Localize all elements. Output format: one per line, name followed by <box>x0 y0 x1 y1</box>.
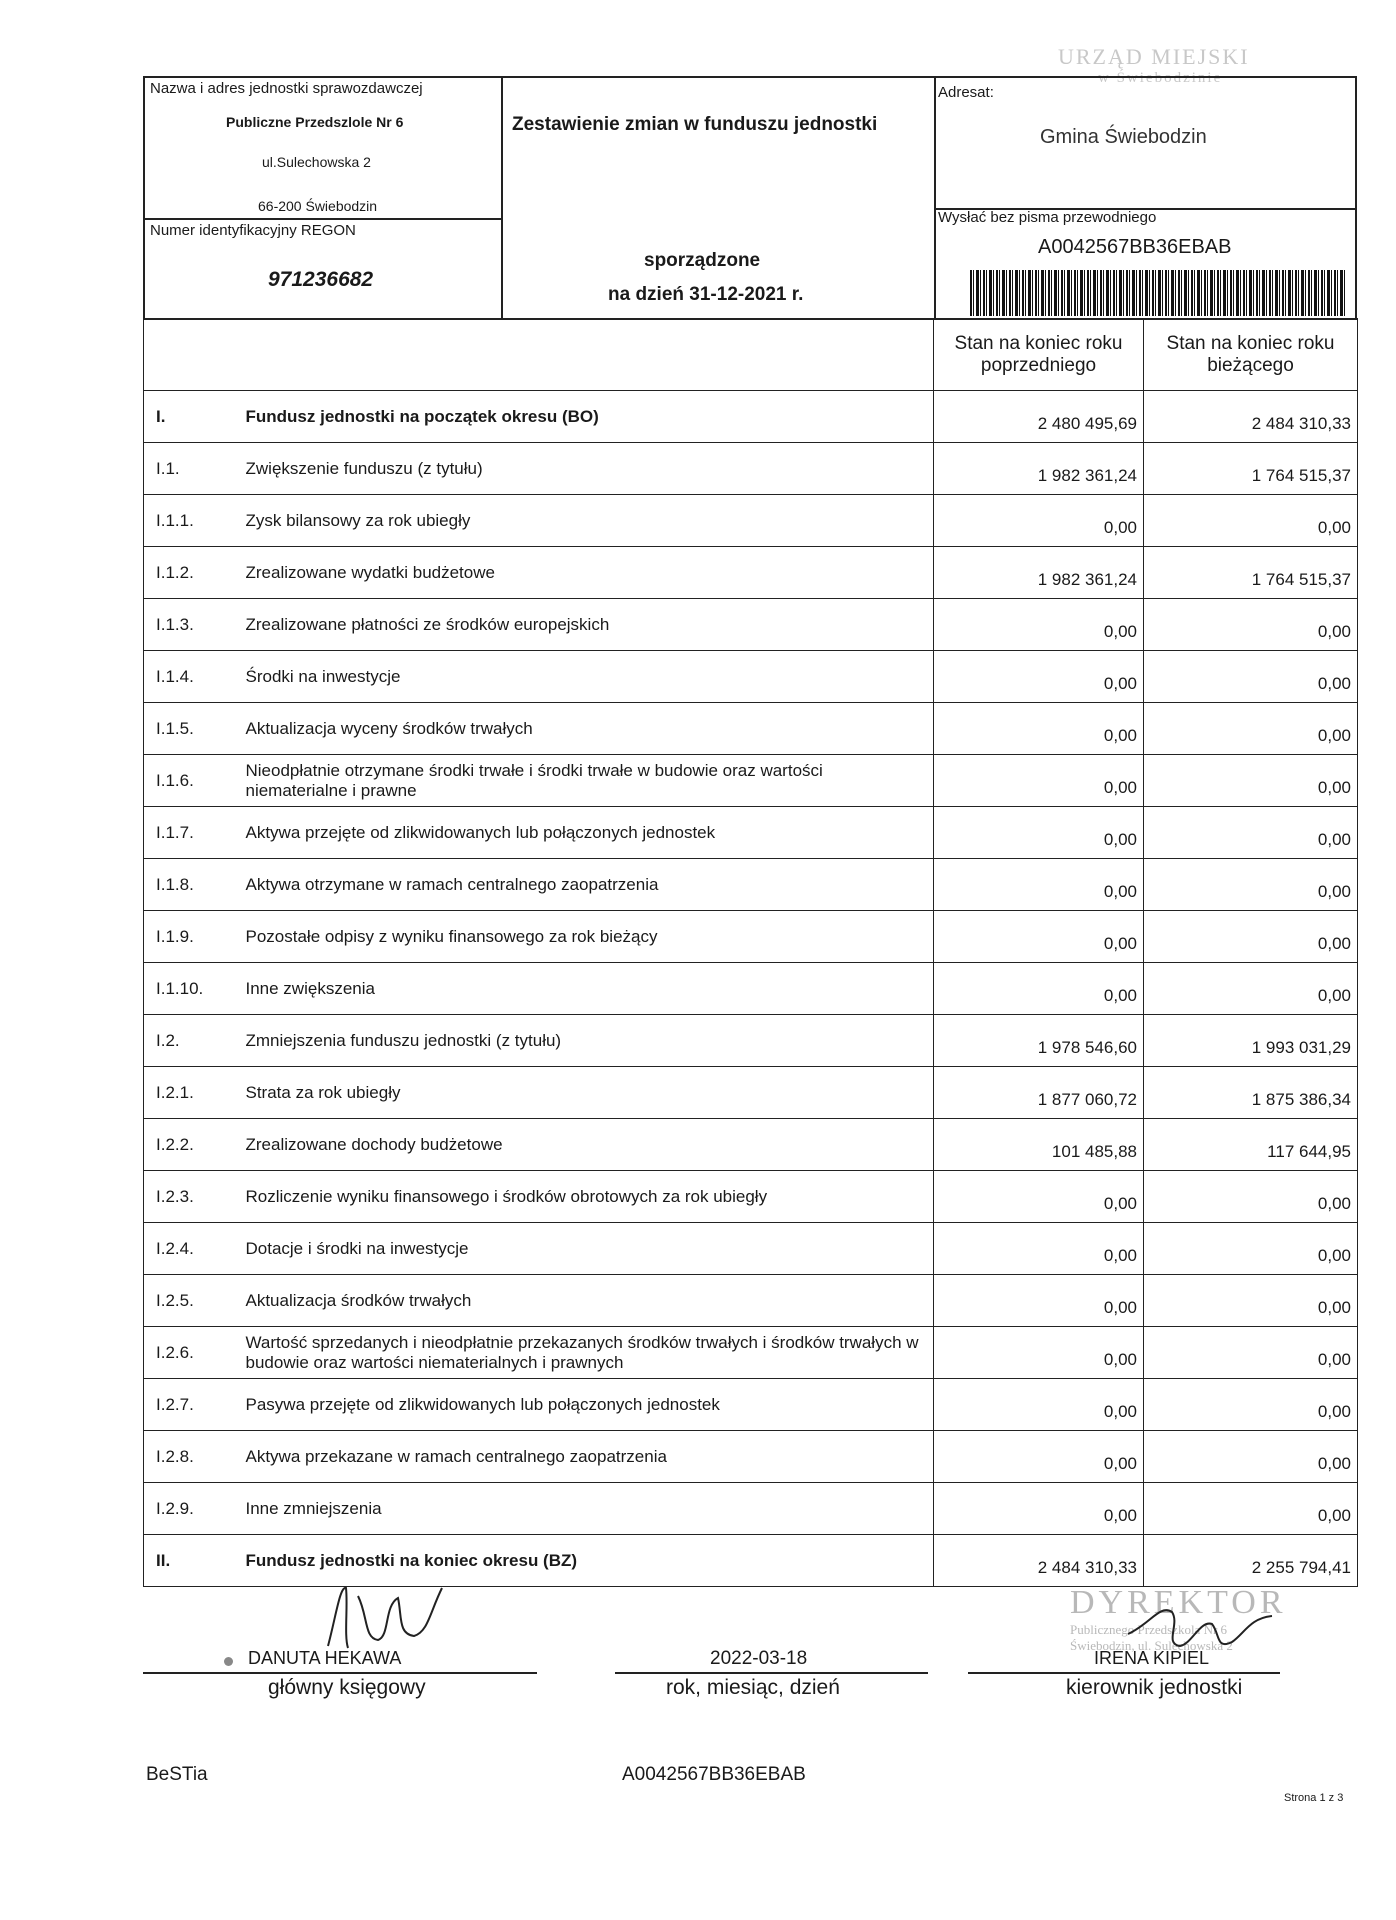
row-prev-value: 0,00 <box>934 1483 1144 1535</box>
row-code: I.1.5. <box>144 703 240 755</box>
row-label: Środki na inwestycje <box>240 651 934 703</box>
addressee-divider <box>934 76 936 320</box>
row-label: Inne zwiększenia <box>240 963 934 1015</box>
report-title: Zestawienie zmian w funduszu jednostki <box>512 114 878 135</box>
row-prev-value: 1 982 361,24 <box>934 547 1144 599</box>
row-curr-value: 0,00 <box>1144 963 1358 1015</box>
row-code: I.1.4. <box>144 651 240 703</box>
head-role: kierownik jednostki <box>1066 1676 1243 1699</box>
table-row <box>144 1431 1358 1483</box>
footer-code: A0042567BB36EBAB <box>622 1764 806 1785</box>
row-code: I. <box>144 391 240 443</box>
barcode-icon <box>970 270 1345 316</box>
row-curr-value: 0,00 <box>1144 911 1358 963</box>
row-curr-value: 0,00 <box>1144 1327 1358 1379</box>
table-row <box>144 547 1358 599</box>
table-row <box>144 1327 1358 1379</box>
row-curr-value: 1 764 515,37 <box>1144 547 1358 599</box>
table-row <box>144 391 1358 443</box>
row-prev-value: 2 484 310,33 <box>934 1535 1144 1587</box>
unit-name: Publiczne Przedszlole Nr 6 <box>226 114 404 130</box>
row-prev-value: 0,00 <box>934 651 1144 703</box>
row-prev-value: 0,00 <box>934 1275 1144 1327</box>
col-prev-header: Stan na koniec roku poprzedniego <box>934 319 1144 391</box>
accountant-line <box>143 1672 537 1674</box>
row-curr-value: 0,00 <box>1144 1431 1358 1483</box>
row-code: I.1.1. <box>144 495 240 547</box>
table-row <box>144 1119 1358 1171</box>
footer-page: Strona 1 z 3 <box>1284 1792 1344 1804</box>
row-label: Nieodpłatnie otrzymane środki trwałe i środki trwałe w budowie oraz wartości niematerialne i prawne <box>240 755 934 807</box>
office-stamp-line2: w Świebodzinie <box>1098 70 1223 86</box>
row-label: Inne zmniejszenia <box>240 1483 934 1535</box>
bullet-icon <box>224 1657 233 1666</box>
head-line <box>968 1672 1280 1674</box>
row-curr-value: 117 644,95 <box>1144 1119 1358 1171</box>
row-code: I.1. <box>144 443 240 495</box>
header-blank-cell <box>144 319 934 391</box>
row-prev-value: 0,00 <box>934 963 1144 1015</box>
row-curr-value: 0,00 <box>1144 859 1358 911</box>
row-curr-value: 0,00 <box>1144 599 1358 651</box>
send-label: Wysłać bez pisma przewodniego <box>938 209 1157 226</box>
regon-value: 971236682 <box>268 268 374 291</box>
table-row <box>144 911 1358 963</box>
row-label: Zmniejszenia funduszu jednostki (z tytułu) <box>240 1015 934 1067</box>
row-prev-value: 1 877 060,72 <box>934 1067 1144 1119</box>
table-row <box>144 1015 1358 1067</box>
date-label: rok, miesiąc, dzień <box>666 1676 840 1699</box>
row-curr-value: 0,00 <box>1144 1171 1358 1223</box>
row-label: Aktualizacja wyceny środków trwałych <box>240 703 934 755</box>
row-label: Dotacje i środki na inwestycje <box>240 1223 934 1275</box>
table-header-row <box>144 319 1358 391</box>
row-code: I.1.8. <box>144 859 240 911</box>
row-label: Aktywa otrzymane w ramach centralnego zaopatrzenia <box>240 859 934 911</box>
row-prev-value: 2 480 495,69 <box>934 391 1144 443</box>
row-curr-value: 1 875 386,34 <box>1144 1067 1358 1119</box>
date-line <box>615 1672 928 1674</box>
row-curr-value: 0,00 <box>1144 1483 1358 1535</box>
row-curr-value: 0,00 <box>1144 651 1358 703</box>
row-prev-value: 0,00 <box>934 911 1144 963</box>
row-prev-value: 0,00 <box>934 495 1144 547</box>
row-code: I.1.6. <box>144 755 240 807</box>
row-prev-value: 101 485,88 <box>934 1119 1144 1171</box>
row-prev-value: 1 978 546,60 <box>934 1015 1144 1067</box>
date-value: 2022-03-18 <box>710 1648 808 1669</box>
row-code: I.2.5. <box>144 1275 240 1327</box>
table-row <box>144 703 1358 755</box>
head-name: IRENA KIPIEL <box>1094 1648 1210 1668</box>
table-row <box>144 1171 1358 1223</box>
row-code: I.2.9. <box>144 1483 240 1535</box>
row-label: Zysk bilansowy za rok ubiegły <box>240 495 934 547</box>
footer-software: BeSTia <box>146 1764 208 1785</box>
row-code: I.1.9. <box>144 911 240 963</box>
table-row <box>144 651 1358 703</box>
row-code: II. <box>144 1535 240 1587</box>
row-prev-value: 0,00 <box>934 1223 1144 1275</box>
row-prev-value: 0,00 <box>934 599 1144 651</box>
row-curr-value: 1 764 515,37 <box>1144 443 1358 495</box>
unit-city: 66-200 Świebodzin <box>258 198 378 214</box>
table-row <box>144 1483 1358 1535</box>
row-code: I.2.1. <box>144 1067 240 1119</box>
regon-divider <box>501 218 503 320</box>
row-prev-value: 0,00 <box>934 755 1144 807</box>
document-code: A0042567BB36EBAB <box>1038 236 1232 258</box>
table-row <box>144 1223 1358 1275</box>
prepared-date: na dzień 31-12-2021 r. <box>608 284 804 305</box>
row-prev-value: 0,00 <box>934 1171 1144 1223</box>
addressee-label: Adresat: <box>938 84 994 101</box>
office-stamp-line1: URZĄD MIEJSKI <box>1058 44 1250 69</box>
row-curr-value: 2 484 310,33 <box>1144 391 1358 443</box>
row-label: Fundusz jednostki na koniec okresu (BZ) <box>240 1535 934 1587</box>
unit-street: ul.Sulechowska 2 <box>262 154 371 170</box>
director-stamp-title: DYREKTOR <box>1070 1584 1287 1621</box>
table-row <box>144 443 1358 495</box>
row-curr-value: 0,00 <box>1144 703 1358 755</box>
row-label: Rozliczenie wyniku finansowego i środków obrotowych za rok ubiegły <box>240 1171 934 1223</box>
row-label: Wartość sprzedanych i nieodpłatnie przekazanych środków trwałych i środków trwałych w budowie oraz wartości niematerialnych i prawnych <box>240 1327 934 1379</box>
row-label: Pozostałe odpisy z wyniku finansowego za rok bieżący <box>240 911 934 963</box>
prepared-label: sporządzone <box>644 250 761 271</box>
row-label: Strata za rok ubiegły <box>240 1067 934 1119</box>
table-row <box>144 599 1358 651</box>
row-code: I.1.10. <box>144 963 240 1015</box>
row-curr-value: 2 255 794,41 <box>1144 1535 1358 1587</box>
row-prev-value: 0,00 <box>934 1379 1144 1431</box>
row-code: I.2.6. <box>144 1327 240 1379</box>
row-prev-value: 0,00 <box>934 807 1144 859</box>
row-curr-value: 1 993 031,29 <box>1144 1015 1358 1067</box>
row-prev-value: 0,00 <box>934 859 1144 911</box>
regon-label: Numer identyfikacyjny REGON <box>150 222 356 239</box>
row-curr-value: 0,00 <box>1144 1275 1358 1327</box>
col-curr-header: Stan na koniec roku bieżącego <box>1144 319 1358 391</box>
row-prev-value: 1 982 361,24 <box>934 443 1144 495</box>
row-label: Aktywa przekazane w ramach centralnego zaopatrzenia <box>240 1431 934 1483</box>
row-label: Aktualizacja środków trwałych <box>240 1275 934 1327</box>
table-row <box>144 495 1358 547</box>
row-label: Fundusz jednostki na początek okresu (BO) <box>240 391 934 443</box>
row-curr-value: 0,00 <box>1144 495 1358 547</box>
row-code: I.2.3. <box>144 1171 240 1223</box>
row-label: Zrealizowane wydatki budżetowe <box>240 547 934 599</box>
row-curr-value: 0,00 <box>1144 1379 1358 1431</box>
row-label: Zrealizowane dochody budżetowe <box>240 1119 934 1171</box>
accountant-role: główny księgowy <box>268 1676 426 1699</box>
row-label: Zrealizowane płatności ze środków europejskich <box>240 599 934 651</box>
director-stamp-line1: Publicznego Przedszkola Nr 6 <box>1070 1622 1228 1637</box>
table-row <box>144 807 1358 859</box>
accountant-name: DANUTA HEKAWA <box>248 1648 402 1668</box>
row-prev-value: 0,00 <box>934 1431 1144 1483</box>
row-code: I.2.8. <box>144 1431 240 1483</box>
row-prev-value: 0,00 <box>934 1327 1144 1379</box>
row-label: Pasywa przejęte od zlikwidowanych lub połączonych jednostek <box>240 1379 934 1431</box>
row-label: Aktywa przejęte od zlikwidowanych lub połączonych jednostek <box>240 807 934 859</box>
row-code: I.2.4. <box>144 1223 240 1275</box>
row-curr-value: 0,00 <box>1144 755 1358 807</box>
table-row <box>144 963 1358 1015</box>
table-row <box>144 1379 1358 1431</box>
row-code: I.2.2. <box>144 1119 240 1171</box>
row-curr-value: 0,00 <box>1144 807 1358 859</box>
row-code: I.1.2. <box>144 547 240 599</box>
director-stamp-line2: Świebodzin, ul. Sulechowska 2 <box>1070 1638 1233 1653</box>
row-code: I.2.7. <box>144 1379 240 1431</box>
row-code: I.1.3. <box>144 599 240 651</box>
row-code: I.2. <box>144 1015 240 1067</box>
unit-label: Nazwa i adres jednostki sprawozdawczej <box>150 80 423 97</box>
row-curr-value: 0,00 <box>1144 1223 1358 1275</box>
table-row <box>144 755 1358 807</box>
fund-changes-table <box>143 318 1358 1587</box>
row-prev-value: 0,00 <box>934 703 1144 755</box>
table-row <box>144 1067 1358 1119</box>
table-row <box>144 1275 1358 1327</box>
table-row <box>144 859 1358 911</box>
row-label: Zwiększenie funduszu (z tytułu) <box>240 443 934 495</box>
addressee-value: Gmina Świebodzin <box>1040 126 1207 148</box>
row-code: I.1.7. <box>144 807 240 859</box>
